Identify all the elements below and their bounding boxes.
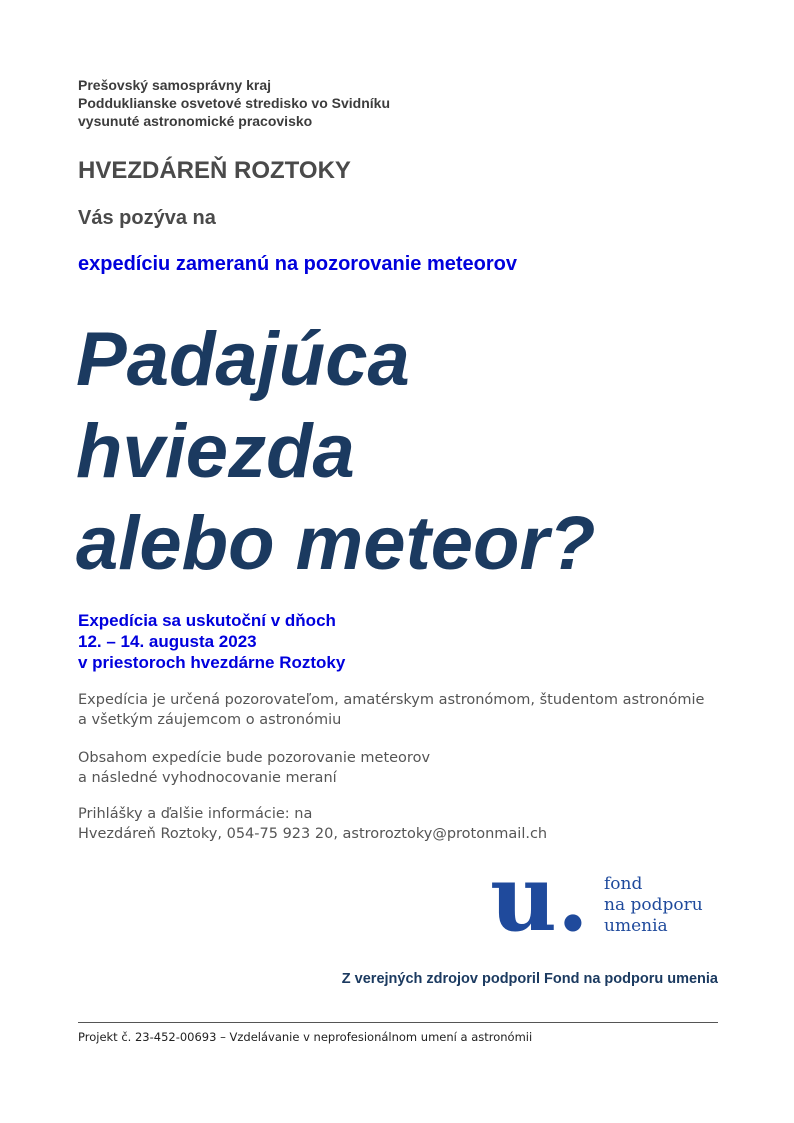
- event-title-line-2: hviezda: [76, 409, 355, 494]
- organizer-center: Podduklianske osvetové stredisko vo Svidníku: [78, 95, 390, 111]
- audience-line-1: Expedícia je určená pozorovateľom, amatérskym astronómom, študentom astronómie: [78, 692, 705, 708]
- organizer-department: vysunuté astronomické pracovisko: [78, 113, 313, 129]
- event-date-range: 12. – 14. augusta 2023: [78, 632, 257, 651]
- event-title-line-3: alebo meteor?: [76, 501, 596, 586]
- organizer-header: [78, 76, 390, 130]
- project-footnote: Projekt č. 23-452-00693 – Vzdelávanie v neprofesionálnom umení a astronómii: [78, 1030, 533, 1044]
- event-dates-intro: Expedícia sa uskutoční v dňoch: [78, 611, 336, 630]
- event-title-line-1: Padajúca: [76, 317, 410, 402]
- organizer-region: Prešovský samosprávny kraj: [78, 77, 272, 93]
- funding-statement: Z verejných zdrojov podporil Fond na podporu umenia: [341, 971, 718, 987]
- fund-logo-text-2: na podporu: [604, 895, 703, 915]
- footer-divider: [78, 1022, 718, 1023]
- expedition-subtitle: expedíciu zameranú na pozorovanie meteorov: [78, 253, 518, 275]
- content-line-2: a následné vyhodnocovanie meraní: [78, 770, 337, 786]
- fund-logo-text-1: fond: [604, 874, 643, 894]
- observatory-name: HVEZDÁREŇ ROZTOKY: [78, 157, 351, 184]
- fund-logo-mark: u.: [490, 844, 589, 952]
- audience-paragraph: [78, 690, 704, 730]
- content-paragraph: [78, 748, 430, 788]
- contact-line-2: Hvezdáreň Roztoky, 054-75 923 20, astroroztoky@protonmail.ch: [78, 826, 548, 842]
- fund-logo: [490, 844, 730, 952]
- fund-logo-text: [604, 874, 703, 937]
- contact-line-1: Prihlášky a ďalšie informácie: na: [78, 806, 313, 822]
- event-title: [76, 314, 595, 590]
- contact-paragraph: [78, 804, 547, 844]
- invitation-text: Vás pozýva na: [78, 207, 216, 229]
- event-dates: [78, 610, 345, 673]
- content-line-1: Obsahom expedície bude pozorovanie meteorov: [78, 750, 431, 766]
- event-location: v priestoroch hvezdárne Roztoky: [78, 653, 346, 672]
- fund-logo-text-3: umenia: [604, 916, 668, 936]
- audience-line-2: a všetkým záujemcom o astronómiu: [78, 712, 342, 728]
